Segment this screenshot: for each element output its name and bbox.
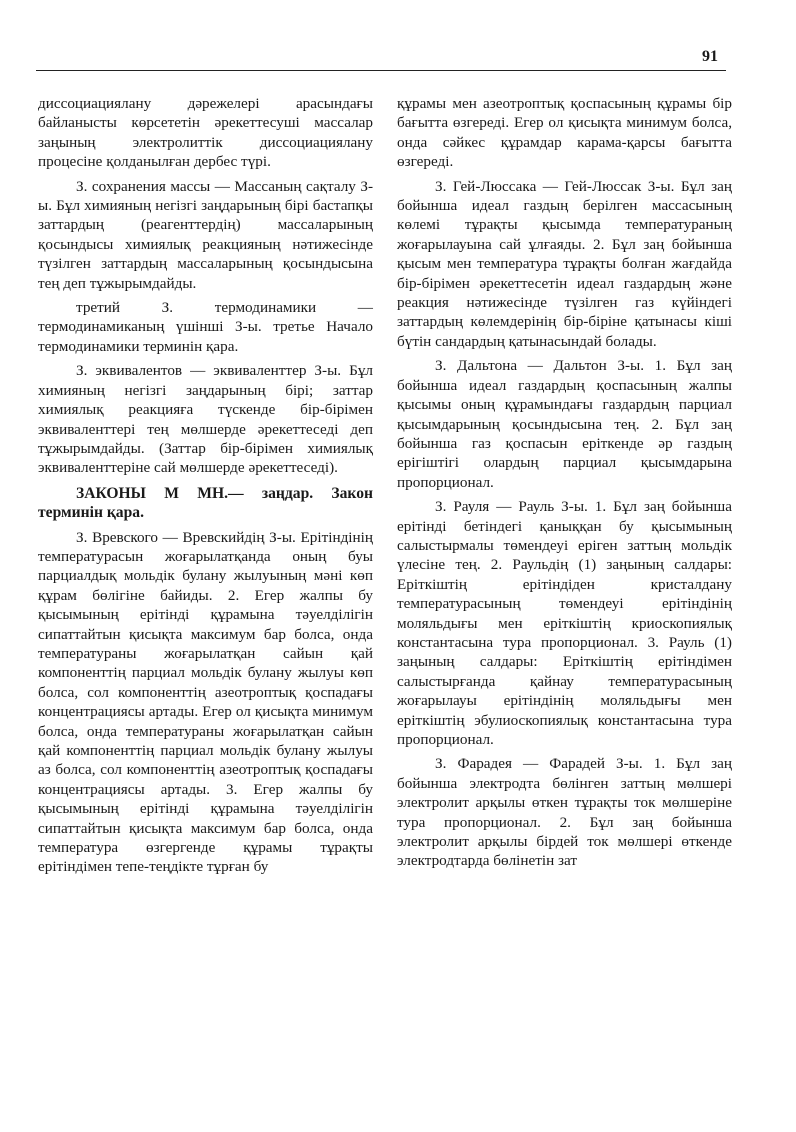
header-rule bbox=[36, 70, 726, 71]
entry-paragraph: З. Гей-Люссака — Гей-Люссак З-ы. Бұл заң бойынша идеал газдың берілген массасының көлемі тұрақты қысымда температураның жоғарылауына сай ұлғаяды. 2. Бұл заң бойынша қысым мен температура тұрақты болған жағдайда бір-бірімен әрекеттесетін идеал газдардың және реакция нәтижесінде түзілген газ күйіндегі заттардың көлемдерінің бір-біріне қатынасы кіші бүтін сандардың қатынасындай болады. bbox=[397, 177, 732, 350]
entry-paragraph: З. Дальтона — Дальтон З-ы. 1. Бұл заң бойынша идеал газдардың қоспасының жалпы қысымы оның құрамындағы газдардың парциал қысымдарының қосындысына тең. 2. Бұл заң бойынша газ қоспасын еріткенде әр газдың ерігіштігі олардың парциал қысымдарына пропорционал. bbox=[397, 357, 732, 491]
headword: ЗАКОНЫ М МН.— заңдар. Закон терминін қара. bbox=[38, 484, 373, 522]
entry-paragraph: З. сохранения массы — Массаның сақталу З-ы. Бұл химияның негізгі заңдарының бірі бастапқы заттардың (реагенттердің) массаларының қосындысы химиялық реакцияның нәтижесінде түзілген заттардың массаларының қосындысына тең деп тұжырымдайды. bbox=[38, 177, 373, 292]
entry-paragraph: З. эквивалентов — эквиваленттер З-ы. Бұл химияның негізгі заңдарының бірі; заттар химиялық реакцияға түскенде бір-бірімен эквиваленттері тең мөлшерде әрекеттеседі деп тұжырымдайды. (Заттар бір-бірімен химиялық эквиваленттеріне сай мөлшерде әрекеттеседі). bbox=[38, 362, 373, 477]
entry-paragraph: З. Рауля — Рауль З-ы. 1. Бұл заң бойынша ерітінді бетіндегі қаныққан бу қысымының салыстырмалы төмендеуі еріген заттың мольдік үлесіне тең. 2. Раульдің (1) заңының салдары: Еріткіштің ерітіндіден кристалдану температурасының төмендеуі ерітіндінің моляльдығы мен еріткіштің криоскопиялық константасына тура пропорционал. 3. Рауль (1) заңының салдары: Еріткіштің ерітіндімен салыстырғанда қайнау температурасының жоғарылауы ерітіндінің моляльдығы мен еріткіштің эбулиоскопиялық константасына тура пропорционал. bbox=[397, 498, 732, 748]
left-column bbox=[38, 94, 373, 879]
headword-entry bbox=[38, 484, 373, 523]
entry-paragraph: З. Вревского — Вревскийдің З-ы. Ерітіндінің температурасын жоғарылатқанда оның буы парциалдық мольдік булану жылуының мәні көп құрам бөлігіне байиды. 2. Егер жалпы бу қысымының ерітінді құрамына тәуелділігін сипаттайтын қисықта максимум бар болса, онда температураны жоғарылатқан сайын қай компоненттің парциал мольдік булану жылуы көп болса, сол компоненттің азеотроптық қоспадағы концентрациясы артады. Егер ол қисықта минимум болса, онда температураны жоғарылатқан сайын қай компоненттің парциал мольдік булану жылуы аз болса, сол компоненттің азеотроптық қоспадағы концентрациясы артады. 3. Егер жалпы бу қысымының ерітінді құрамына тәуелділігін сипаттайтын қисықта максимум бар болса, онда температура өзгергенде құрамы тұрақты ерітіндімен тепе-теңдікте тұрған бу bbox=[38, 528, 373, 876]
paragraph: диссоциациялану дәрежелері арасындағы байланысты көрсететін әрекеттесуші массалар заңының электролиттік диссоциациялану процесіне қолданылған дербес түрі. bbox=[38, 95, 373, 171]
right-column bbox=[397, 94, 732, 873]
entry-paragraph: З. Фарадея — Фарадей З-ы. 1. Бұл заң бойынша электродта бөлінген заттың мөлшері электролит арқылы өткен тұрақты ток мөлшеріне тура пропорционал. 2. Бұл заң бойынша электролит арқылы бірдей ток мөлшері өткенде электродтарда бөлінетін зат bbox=[397, 755, 732, 870]
entry-paragraph: третий З. термодинамики — термодинамиканың үшінші З-ы. третье Начало термодинамики терминін қара. bbox=[38, 299, 373, 355]
paragraph: құрамы мен азеотроптық қоспасының құрамы бір бағытта өзгереді. Егер ол қисықта минимум болса, онда сәйкес құрамдар карама-қарсы бағытта өзгереді. bbox=[397, 95, 732, 171]
page-number: 91 bbox=[702, 48, 718, 65]
